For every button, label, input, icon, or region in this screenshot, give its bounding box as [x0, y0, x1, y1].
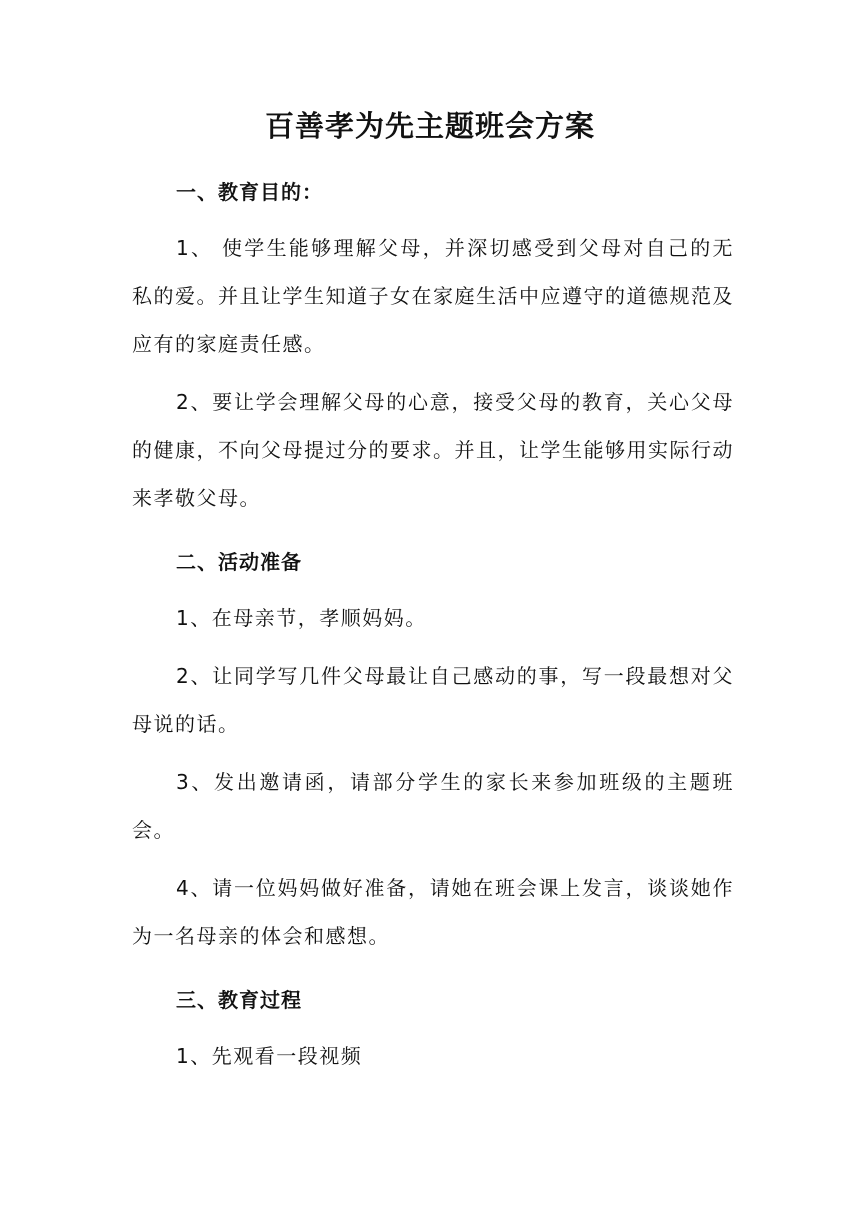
paragraph-prep-4: 4、请一位妈妈做好准备，请她在班会课上发言，谈谈她作为一名母亲的体会和感想。 — [132, 876, 734, 948]
section-heading-education-process: 三、教育过程 — [176, 988, 302, 1012]
paragraph-process-1: 1、先观看一段视频 — [176, 1044, 363, 1068]
paragraph-prep-2: 2、让同学写几件父母最让自己感动的事，写一段最想对父母说的话。 — [132, 664, 734, 736]
paragraph-goal-1: 1、 使学生能够理解父母，并深切感受到父母对自己的无私的爱。并且让学生知道子女在家庭生活中应遵守的道德规范及应有的家庭责任感。 — [132, 236, 734, 356]
paragraph-prep-1: 1、在母亲节，孝顺妈妈。 — [176, 606, 427, 630]
section-heading-education-goals: 一、教育目的： — [176, 180, 323, 204]
document-body — [132, 170, 734, 1080]
paragraph-prep-3: 3、发出邀请函，请部分学生的家长来参加班级的主题班会。 — [132, 770, 734, 842]
document-title: 百善孝为先主题班会方案 — [264, 109, 595, 143]
section-heading-activity-preparation: 二、活动准备 — [176, 550, 302, 574]
paragraph-goal-2: 2、要让学会理解父母的心意，接受父母的教育，关心父母的健康，不向父母提过分的要求。并且，让学生能够用实际行动来孝敬父母。 — [132, 390, 734, 510]
